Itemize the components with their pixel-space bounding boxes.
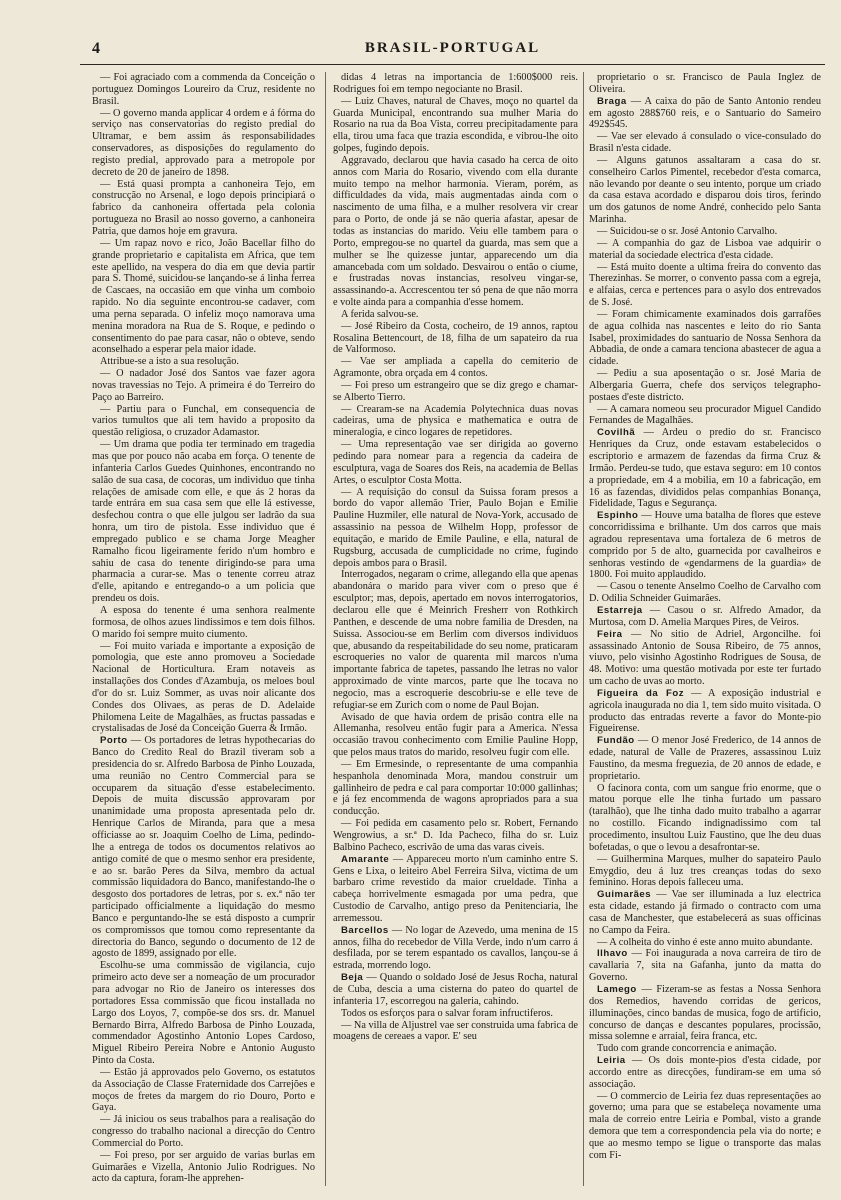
paragraph-text: — Appareceu morto n'um caminho entre S. Gens e Lixa, o leiteiro Abel Ferreira Silva, victima de um barbaro crime revestido da maior crueldade. Tinha a cabeça horrivelmente esmagada por uma pedra, que Custodio de Carvalho, antigo preso da Penitenciaria, lhe arremessou.: [333, 853, 578, 924]
news-paragraph: [589, 783, 821, 854]
paragraph-text: — A requisição do consul da Suissa foram presos a bordo do vapor allemão Trier, Paulo Bojan e Emilie Pauline Huzmiler, elle natural de Nova-York, accusado de assassinio na pessoa de Wilhelm Hopp, professor de equitação, e marido de Emile Pauline, e ella, natural de Rugsburg, accusada de cumplicidade no crime, fugindo depois ambos para o Brasil.: [333, 486, 578, 569]
place-heading: Estarreja: [597, 604, 643, 616]
paragraph-text: didas 4 letras na importancia de 1:600$000 reis. Rodrigues foi em tempo negociante no Brasil.: [333, 72, 578, 95]
paragraph-text: — A camara nomeou seu procurador Miguel Candido Fernandes de Magalhães.: [589, 403, 821, 427]
news-paragraph: [589, 605, 821, 629]
paragraph-text: — Quando o soldado José de Jesus Rocha, natural de Cuba, descia a uma cisterna do pateo do quartel de infanteria 17, escorregou na galeria, cahindo.: [333, 972, 578, 1007]
news-paragraph: [589, 1055, 821, 1091]
news-paragraph: [92, 1067, 315, 1114]
news-paragraph: [589, 854, 821, 890]
paragraph-text: A esposa do tenente é uma senhora realmente formosa, de olhos azues lindissimos e tem dois filhos. O marido foi sempre muito ciumento.: [92, 604, 315, 640]
paragraph-text: — Já iniciou os seus trabalhos para a realisação do congresso do trabalho nacional a direcção do Centro Commercial do Porto.: [92, 1114, 315, 1149]
news-paragraph: [92, 735, 315, 960]
paragraph-text: A ferida salvou-se.: [341, 308, 419, 320]
news-paragraph: [92, 356, 315, 368]
news-paragraph: [92, 1114, 315, 1150]
paragraph-text: — Casou o tenente Anselmo Coelho de Carvalho com D. Odilia Schneider Guimarães.: [589, 581, 821, 605]
news-paragraph: [92, 439, 315, 605]
paragraph-text: — Está quasi prompta a canhoneira Tejo, em construcção no Arsenal, e logo depois principiará o fabrico da canhoneira offertada pela colonia portugueza no Brasil ao nosso governo, a canhoneira Patria, que damos hoje em gravura.: [92, 178, 315, 237]
place-heading: Feira: [597, 628, 623, 640]
news-paragraph: [92, 179, 315, 238]
news-paragraph: [589, 131, 821, 155]
column-divider: [583, 72, 584, 1186]
paragraph-text: — No logar de Azevedo, uma menina de 15 annos, filha do recebedor de Villa Verde, indo n'um carro á desfilada, por se terem espantado os cavallos, lançou-se á estrada, morrendo logo.: [333, 924, 578, 972]
paragraph-text: — O nadador José dos Santos vae fazer agora novas travessias no Tejo. A primeira é do Terreiro do Paço ao Barreiro.: [92, 368, 315, 403]
news-paragraph: [92, 605, 315, 641]
news-paragraph: [92, 108, 315, 179]
paragraph-text: O facinora conta, com um sangue frio enorme, que o matou porque elle lhe tinha furtado um passaro (taralhão), que lhe tinha dado muito trabalho a agarrar no costillo. Ficando indignadissimo com tal procedimento, insultou Luiz Faustino, que lhe deu duas bofetadas, o que o levou a desafrontar-se.: [589, 782, 821, 853]
news-paragraph: [589, 368, 821, 404]
paragraph-text: — A colheita do vinho é este anno muito abundante.: [597, 936, 813, 948]
news-paragraph: [333, 1008, 578, 1020]
place-heading: Barcellos: [341, 924, 389, 936]
paragraph-text: — Os dois monte-pios d'esta cidade, por accordo entre as direcções, fundiram-se em uma só associação.: [589, 1055, 821, 1090]
paragraph-text: Interrogados, negaram o crime, allegando ella que apenas abandonára o marido para viver com o preso que é esculptor; mas, depois, apertado em novos interrogatorios, declarou elle que é Meinrich Fresherr von Rothkirch Panthen, e descende de uma nobre familia de Dresden, na Suissa. Associou-se em Berlim com diversos individuos que, abusando da respeitabilidade do seu nome, praticaram escroqueries no valor de quarenta mil marcos n'uma importante fabrica de tapetes, passando lhe letras no valor approximado de vinte marcos, parte que lhe tocava no negocio, mas a escroquerie descobriu-se e elle teve de refugiar-se em Zurich com o nome de Paul Bojan.: [333, 569, 578, 711]
news-paragraph: [589, 937, 821, 949]
paragraph-text: — A exposição industrial e agricola inaugurada no dia 1, tem sido muito visitada. O producto das entradas reverte a favor do Monte-pio Figueirense.: [589, 687, 821, 735]
news-paragraph: [333, 72, 578, 96]
news-paragraph: [589, 1091, 821, 1162]
news-paragraph: [589, 735, 821, 782]
paragraph-text: — A caixa do pão de Santo Antonio rendeu em agosto 288$760 reis, e o Santuario do Sameiro 492$545.: [589, 95, 821, 131]
news-paragraph: [333, 321, 578, 357]
news-paragraph: [333, 854, 578, 925]
news-paragraph: [589, 404, 821, 428]
news-paragraph: [333, 404, 578, 440]
news-paragraph: [589, 262, 821, 309]
news-paragraph: [92, 72, 315, 108]
news-paragraph: [589, 688, 821, 735]
place-heading: Beja: [341, 972, 364, 984]
news-paragraph: [589, 510, 821, 581]
place-heading: Fundão: [597, 735, 635, 747]
page-number: 4: [92, 40, 100, 57]
paragraph-text: — Vae ser illuminada a luz electrica esta cidade, estando já firmado o contracto com uma casa de Manchester, que estabelecerá as suas officinas no Campo da Feira.: [589, 889, 821, 936]
news-paragraph: [589, 238, 821, 262]
paragraph-text: — A companhia do gaz de Lisboa vae adquirir o material da sociedade electrica d'esta cidade.: [589, 237, 821, 261]
news-paragraph: [333, 972, 578, 1008]
place-heading: Leiria: [597, 1055, 626, 1067]
paragraph-text: — Vae ser elevado á consulado o vice-consulado do Brasil n'esta cidade.: [589, 131, 821, 155]
paragraph-text: proprietario o sr. Francisco de Paula Inglez de Oliveira.: [589, 72, 821, 95]
paragraph-text: — Está muito doente a ultima freira do convento das Therezinhas. Se morrer, o convento passa com a egreja, e alfaias, cerca e pertences para o asylo dos entrevados de S. José.: [589, 261, 821, 309]
text-column-2: [333, 72, 578, 1186]
paragraph-text: Avisado de que havia ordem de prisão contra elle na Allemanha, resolveu então fugir para a America. N'essa occasião travou conhecimento com Emilie Pauline Hopp, que pelos maus tratos do marido, resolveu fugir com elle.: [333, 711, 578, 759]
news-paragraph: [589, 948, 821, 984]
paragraph-text: — Estão já approvados pelo Governo, os estatutos da Associação de Classe Fraternidade dos Carrejões e moços de fretes da margem do rio Douro, Porto e Gaya.: [92, 1066, 315, 1114]
paragraph-text: — Foram chimicamente examinados dois garrafões de agua colhida nas nascentes e leito do rio Santa Isabel, proximidades do santuario de Nossa Senhora da Abbadia, de onde a camara tenciona abastecer de agua a cidade.: [589, 308, 821, 368]
news-paragraph: [92, 1150, 315, 1186]
paragraph-text: — Foi agraciado com a commenda da Conceição o portuguez Domingos Loureiro da Cruz, residente no Brasil.: [92, 72, 315, 107]
paragraph-text: — Uma representação vae ser dirigida ao governo pedindo para nomear para a regencia da cadeira de esculptura, vaga de Soares dos Reis, na academia de Bellas Artes, o esculptor Costa Motta.: [333, 439, 578, 486]
text-column-3: [589, 72, 821, 1186]
paragraph-text: — Foi muito variada e importante a exposição de pomologia, que este anno promoveu a Sociedade Nacional de Horticultura. Eram notaveis as installações dos Condes d'Azambuja, os meloes boul d'or do sr. Luiz Sommer, as uvas noir alicante dos Condes dos Olivaes, as peras de D. Adelaide Philomena Leite de Magalhães, as fructas passadas e crystalisadas de José da Conceição Guerra & Irmão.: [92, 640, 315, 735]
paragraph-text: — Guilhermina Marques, mulher do sapateiro Paulo Emygdio, deu á luz tres creanças todas do sexo feminino. Horas depois falleceu uma.: [589, 853, 821, 889]
news-paragraph: [589, 72, 821, 96]
paragraph-text: — Houve uma batalha de flores que esteve concorridissima e brilhante. Um dos carros que mais agradou representava uma fortaleza de 6 metros de comprido por 5 de alto, guarnecida por cavalheiros e senhoras vestindo de «gendarmens de la guardia» de 1800. Foi muito applaudido.: [589, 510, 821, 581]
place-heading: Covilhã: [597, 427, 636, 439]
paragraph-text: — Suicidou-se o sr. José Antonio Carvalho.: [597, 225, 778, 237]
paragraph-text: — Em Ermesinde, o representante de uma companhia hespanhola denominada Mora, mandou construir um gallinheiro de pedra e cal para comportar 10:000 gallinhas; e já fez encommenda de wagons apropriados para a sua conducção.: [333, 758, 578, 818]
paragraph-text: Todos os esforços para o salvar foram infructiferos.: [341, 1007, 554, 1019]
paragraph-text: — Foi preso um estrangeiro que se diz grego e chamar-se Alberto Tierro.: [333, 379, 578, 403]
paragraph-text: — Partiu para o Funchal, em consequencia de varios tumultos que ali tem havido a proposito da questão religiosa, o cruzador Adamastor.: [92, 403, 315, 439]
news-paragraph: [589, 984, 821, 1043]
paragraph-text: — Na villa de Aljustrel vae ser construida uma fabrica de moagens de cereaes a vapor. E' seu: [333, 1019, 578, 1043]
news-paragraph: [589, 629, 821, 688]
paragraph-text: — Foi inaugurada a nova carreira de tiro de cavallaria 7, sita na Gafanha, junto da matta do Governo.: [589, 948, 821, 984]
paragraph-text: — Casou o sr. Alfredo Amador, da Murtosa, com D. Amelia Marques Pires, de Veiros.: [589, 604, 821, 628]
paragraph-text: — O governo manda applicar 4 ordem e á fórma do serviço nas conservatorias do registo predial do Ultramar, e bem assim ás responsabilidades conservadores, as disposições do regulamento do registo predial, approvado para a metropole por decreto de 20 de janeiro de 1898.: [92, 107, 315, 178]
place-heading: Braga: [597, 95, 627, 107]
news-paragraph: [333, 712, 578, 759]
masthead-title: BRASIL-PORTUGAL: [364, 40, 541, 56]
paragraph-text: — Fizeram-se as festas a Nossa Senhora dos Remedios, havendo corridas de gericos, illuminações, cinco bandas de musica, fogo de artificio, concurso de danças e descantes populares, procissão, missa solemne e arraial, feira franca, etc.: [589, 983, 821, 1043]
news-paragraph: [589, 96, 821, 132]
news-paragraph: [92, 641, 315, 736]
paragraph-text: Escolhu-se uma commissão de vigilancia, cujo primeiro acto deve ser a nomeação de um procurador para advogar no Rio de Janeiro os interesses dos portadores Essa commissão que ficou installada no Largo dos Loyos, 7, compõe-se dos srs. dr. Manuel Bernardo Birra, Alfredo Barbosa de Pinho Louzada, commendador Agostinho Antonio Lopes Cardoso, Miguel Ribeiro Pereira Nobre e Antonio Augusto Pinto da Costa.: [92, 960, 315, 1067]
news-paragraph: [333, 487, 578, 570]
news-paragraph: [589, 427, 821, 510]
news-paragraph: [333, 309, 578, 321]
place-heading: Lamego: [597, 983, 637, 995]
paragraph-text: — Um drama que podia ter terminado em tragedia mas que por pouco não acaba em força. O tenente de infanteria Carlos Guedes Quinhones, encontrando no salão de sua casa, de cocoras, um individuo que tinha relações de amisade com elle, e que ás 2 horas da tarde entrára em sua casa sem que elle lá estivesse, desfechou contra o que elle julgou ser ladrão da sua honra, um tiro de pistola. Esse individuo que é empregado publico e se chama Jorge Meagher Ramalho ficou ligeiramente ferido n'um hombro e sahiu de casa do tenente dirigindo-se para uma pharmacia a curar-se. Mas o tenente correu atraz d'elle, apitando e entregando-o a um policia que prendeu os dois.: [92, 439, 315, 605]
place-heading: Figueira da Foz: [597, 687, 685, 699]
paragraph-text: — Um rapaz novo e rico, João Bacellar filho do grande proprietario e capitalista em Africa, que tem este apellido, na vespera do dia em que devia partir para S. Thomé, suicidou-se lançando-se á linha ferrea de Cascaes, na occasião em que vinha um comboio rapido. No dia seguinte encontrou-se cadaver, com uma perna separada. O infeliz moço namorava uma menina moradora na Rua de S. Roque, e pedindo o consentimento do pae para casar, não o obteve, sendo aconselhado a esperar pela maior idade.: [92, 237, 315, 356]
news-paragraph: [333, 569, 578, 711]
paragraph-text: — Foi preso, por ser arguido de varias burlas em Guimarães e Vizella, Antonio Julio Rodrigues. No acto da captura, foram-lhe apprehen-: [92, 1149, 315, 1185]
page-header: [80, 38, 825, 65]
paragraph-text: — Pediu a sua aposentação o sr. José Maria de Albergaria Guerra, chefe dos serviços telegrapho-postaes d'este districto.: [589, 368, 821, 403]
news-paragraph: [333, 1020, 578, 1044]
paragraph-text: — O menor José Frederico, de 14 annos de edade, natural de Valle de Prazeres, assassinou Luiz Faustino, da mesma freguezia, de 20 annos de edade, e proprietario.: [589, 735, 821, 782]
news-paragraph: [333, 818, 578, 854]
news-paragraph: [589, 581, 821, 605]
news-paragraph: [333, 439, 578, 486]
news-paragraph: [589, 226, 821, 238]
paragraph-text: — José Ribeiro da Costa, cocheiro, de 19 annos, raptou Rosalina Bettencourt, de 18, filha de um sapateiro da rua de Valformoso.: [333, 320, 578, 356]
news-paragraph: [589, 309, 821, 368]
place-heading: Espinho: [597, 510, 639, 522]
news-paragraph: [92, 960, 315, 1067]
paragraph-text: Attribue-se a isto a sua resolução.: [100, 356, 239, 368]
paragraph-text: — No sitio de Adriel, Argoncilhe. foi assassinado Antonio de Sousa Ribeiro, de 75 annos, viuvo, pelo visinho Agostinho Rodrigues de Sousa, de 48. Motivo: uma questão motivada por este ter furtado um cacho de uvas ao morto.: [589, 628, 821, 688]
column-divider: [325, 72, 326, 1186]
news-paragraph: [92, 404, 315, 440]
place-heading: Guimarães: [597, 889, 652, 901]
paragraph-text: — Os portadores de letras hypothecarias do Banco do Credito Real do Brazil tiveram sob a presidencia do sr. Alfredo Barbosa de Pinho Louzada, uma reunião no Centro Commercial para se occuparem da situação d'esse estabelecimento. Depois de muita discussão approvaram por unanimidade uma proposta apresentada pelo dr. Henrique Carlos de Miranda, para que a mesa officiasse ao sr. Joaquim Coelho de Lima, pedindo-lhe a entrega de todos os documentos relativos ao antigo comité de que o mesmo senhor era presidente, e ao sr. barão Peres da Silva, membro da actual commissão liquidadora do Banco, manifestando-lhe o desgosto dos portadores de letras, por s. ex.ª não ter participado officialmente a liquidação do mesmo Banco e perguntando-lhe se está disposto a cumprir os compromissos que tomou como representante da directoria do Banco, segundo o documento de 12 de agosto de 1899, assignado por elle.: [92, 735, 315, 960]
news-paragraph: [333, 155, 578, 309]
place-heading: Ilhavo: [597, 948, 628, 960]
text-column-1: [92, 72, 315, 1186]
paragraph-text: Tudo com grande concorrencia e animação.: [597, 1043, 777, 1055]
news-paragraph: [589, 1043, 821, 1055]
paragraph-text: — Alguns gatunos assaltaram a casa do sr. conselheiro Carlos Pimentel, recebedor d'esta comarca, não levando por deante o seu intento, porque um criado da casa estava acordado e disparou dois tiros, ferindo um dos gatunos de nome André, conhecido pelo Santa Marinha.: [589, 154, 821, 226]
news-paragraph: [589, 889, 821, 936]
news-paragraph: [589, 155, 821, 226]
news-paragraph: [333, 759, 578, 818]
paragraph-text: — O commercio de Leiria fez duas representações ao governo; uma para que se estabeleça novamente uma mala de correio entre Leiria e Pombal, visto a grande demora que tem a correspondencia pela via do norte; e que ao mesmo tempo se ligue o transporte das malas com Fi-: [589, 1090, 821, 1161]
news-paragraph: [333, 96, 578, 155]
paragraph-text: — Vae ser ampliada a capella do cemiterio de Agramonte, obra orçada em 4 contos.: [333, 356, 578, 380]
paragraph-text: — Foi pedida em casamento pelo sr. Robert, Fernando Wengrowius, a sr.ª D. Ida Pacheco, filha do sr. Luiz Balbino Pacheco, escrivão de uma das varas civeis.: [333, 818, 578, 853]
news-paragraph: [333, 925, 578, 972]
place-heading: Amarante: [341, 853, 390, 865]
news-paragraph: [92, 368, 315, 404]
paragraph-text: — Ardeu o predio do sr. Francisco Henriques da Cruz, onde estavam estabelecidos o escriptorio e armazem de fazendas da firma Cruz & Irmão. Perdeu-se tudo, que estava seguro: em 10 contos a propriedade, em 4 a mobilia, em 10 a fabricação, em 16 as fazendas, divididos pelas companhias Bonança, Fidelidade, Tagus e Segurança.: [589, 427, 821, 510]
paragraph-text: — Luiz Chaves, natural de Chaves, moço no quartel da Guarda Municipal, encontrando sua mulher Maria do Rosario na rua da Boa Vista, correu precipitadamente para ella, tirou uma faca que trazia escondida, e vibrou-lhe oito golpes, fugindo depois.: [333, 95, 578, 155]
news-paragraph: [333, 380, 578, 404]
paragraph-text: — Crearam-se na Academia Polytechnica duas novas cadeiras, uma de physica e mathematica e outra de mineralogia, e cinco logares de repetidores.: [333, 403, 578, 439]
news-paragraph: [333, 356, 578, 380]
paragraph-text: Aggravado, declarou que havia casado ha cerca de oito annos com Maria do Rosario, vivendo com ella durante muito tempo na melhor harmonia. Vieram, porém, as difficuldades da vida, mais augmentadas ainda com o nascimento de uma filha, e a mulher resolvera vir crear para o Porto, de onde já se não queria afastar, apesar de todas as instancias do marido. Veiu elle tambem para o Porto, empregou-se no quartel da guarda, mas sem que a mulher se lhe quizesse juntar, apparecendo um dia amancebada com um soldado. Desvairou o então o ciume, e frustradas novas instancias, resolveu vingar-se, assassinando-a. Accrescentou ter só pena de que não morra e volte ainda para a companhia d'esse homem.: [333, 154, 578, 309]
place-heading: Porto: [100, 735, 128, 747]
news-paragraph: [92, 238, 315, 356]
